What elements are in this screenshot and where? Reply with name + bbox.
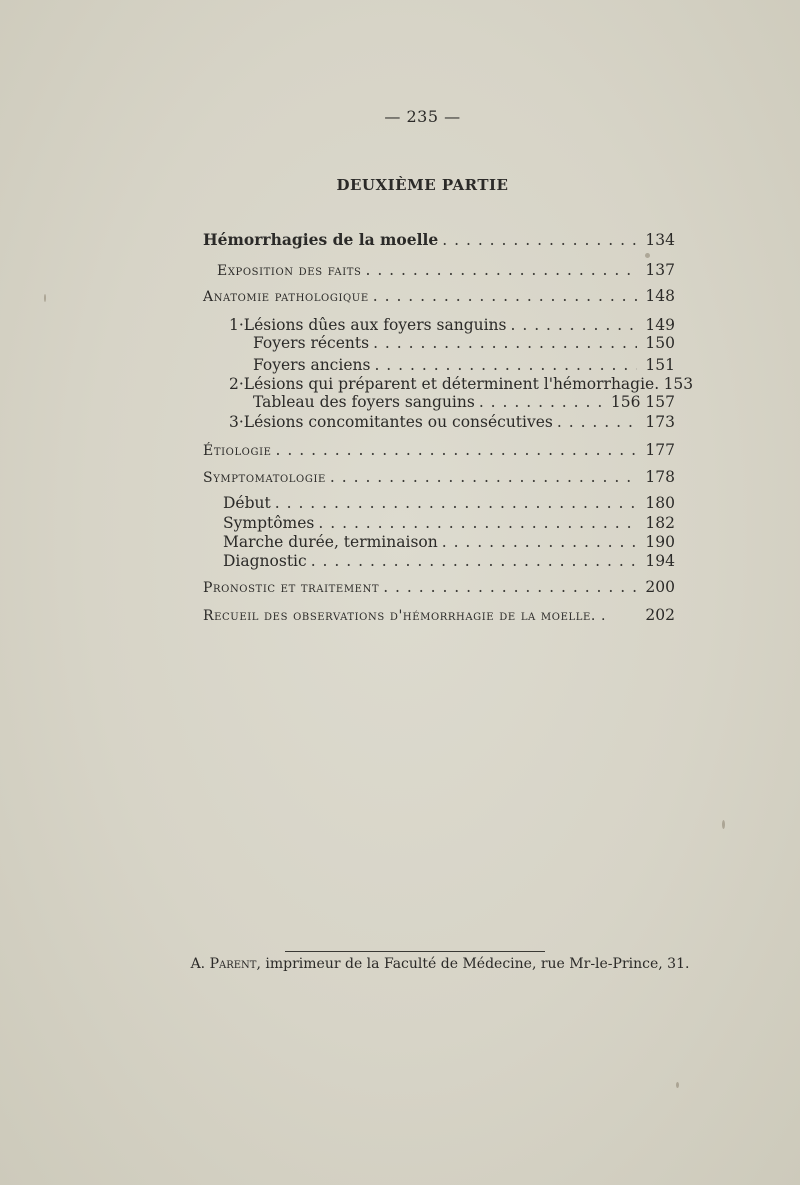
toc-entry-page: 180: [645, 494, 675, 512]
leader-dots: [365, 260, 637, 280]
toc-entry-symptomes: [223, 513, 675, 533]
toc-entry-lesions-preparent: [229, 374, 694, 394]
toc-entry-foyers-anciens: [253, 355, 675, 375]
toc-entry-recueil: [203, 605, 675, 626]
toc-entry-label: Diagnostic: [223, 552, 307, 570]
toc-entry-label: Lésions concomitantes ou consécutives: [243, 413, 553, 431]
toc-entry-page: 156 157: [610, 393, 675, 411]
toc-entry-page: 202: [645, 606, 675, 624]
printer-imprint: [0, 956, 800, 972]
toc-entry-page: 137: [645, 261, 675, 279]
toc-entry-label: Foyers anciens: [253, 356, 371, 374]
toc-entry-hemorrhagies: [203, 230, 675, 250]
toc-entry-page: 190: [645, 533, 675, 551]
toc-entry-page: 150: [645, 334, 675, 352]
toc-entry-exposition: [217, 260, 675, 281]
toc-entry-label: Hémorrhagies de la moelle: [203, 230, 439, 249]
toc-entry-label: Symptomatologie: [203, 470, 326, 486]
toc-entry-marche: [223, 532, 675, 552]
toc-entry-page: 148: [645, 287, 675, 305]
toc-entry-label: Foyers récents: [253, 334, 370, 352]
toc-entry-lesions-foyers: [229, 315, 675, 335]
page-number: — 235 —: [384, 107, 461, 126]
toc-entry-foyers-recents: [253, 333, 675, 353]
toc-entry-diagnostic: [223, 551, 675, 571]
part-title: DEUXIÈME PARTIE: [336, 176, 509, 194]
paper-spot: [722, 820, 725, 829]
toc-entry-numeral: 2·: [229, 375, 244, 393]
toc-entry-label: Tableau des foyers sanguins: [253, 393, 475, 411]
toc-entry-label: Symptômes: [223, 514, 315, 532]
toc-entry-page: 200: [645, 578, 675, 596]
leader-dots: [374, 355, 637, 375]
paper-spot: [44, 294, 46, 302]
leader-dots: [275, 493, 637, 513]
toc-entry-page: 194: [645, 552, 675, 570]
toc-entry-numeral: 1·: [229, 316, 244, 334]
toc-entry-lesions-concomitantes: [229, 412, 675, 432]
toc-entry-page: 153: [663, 375, 694, 393]
leader-dots: [511, 315, 638, 335]
leader-dots: [318, 513, 637, 533]
leader-dots: [479, 392, 607, 412]
toc-entry-page: 178: [645, 468, 675, 486]
toc-entry-page: 134: [645, 231, 675, 249]
toc-entry-label: Marche durée, terminaison: [223, 533, 438, 551]
toc-entry-label: Lésions qui préparent et déterminent l'hémorrhagie.: [243, 375, 660, 393]
toc-entry-numeral: 3·: [229, 413, 244, 431]
leader-dots: [557, 412, 637, 432]
paper-spot: [676, 1082, 679, 1088]
toc-entry-label: Lésions dûes aux foyers sanguins: [243, 316, 507, 334]
printer-name: A. Parent,: [190, 956, 261, 972]
toc-entry-page: 182: [645, 514, 675, 532]
toc-entry-page: 151: [645, 356, 675, 374]
toc-entry-label: Pronostic et traitement: [203, 580, 380, 596]
toc-entry-page: 177: [645, 441, 675, 459]
leader-dots: [373, 333, 637, 353]
toc-entry-label: Exposition des faits: [217, 263, 362, 279]
toc-entry-etiologie: [203, 440, 675, 461]
toc-entry-label: Recueil des observations d'hémorrhagie de la moelle. .: [203, 608, 606, 624]
toc-entry-symptomatologie: [203, 467, 675, 488]
leader-dots: [373, 286, 637, 306]
leader-dots: [442, 230, 637, 250]
toc-entry-label: Anatomie pathologique: [203, 289, 369, 305]
toc-entry-label: Début: [223, 494, 271, 512]
footer-rule: [285, 951, 545, 952]
leader-dots: [383, 577, 637, 597]
leader-dots: [442, 532, 637, 552]
toc-entry-page: 173: [645, 413, 675, 431]
toc-entry-pronostic: [203, 577, 675, 598]
toc-entry-tableau: [253, 392, 675, 412]
toc-entry-debut: [223, 493, 675, 513]
toc-entry-label: Étiologie: [203, 443, 272, 459]
leader-dots: [330, 467, 637, 487]
printer-text: imprimeur de la Faculté de Médecine, rue Mr-le-Prince, 31.: [265, 956, 690, 972]
leader-dots: [311, 551, 637, 571]
leader-dots: [276, 440, 637, 460]
toc-entry-anatomie: [203, 286, 675, 307]
paper-spot: [645, 253, 650, 258]
toc-entry-page: 149: [645, 316, 675, 334]
